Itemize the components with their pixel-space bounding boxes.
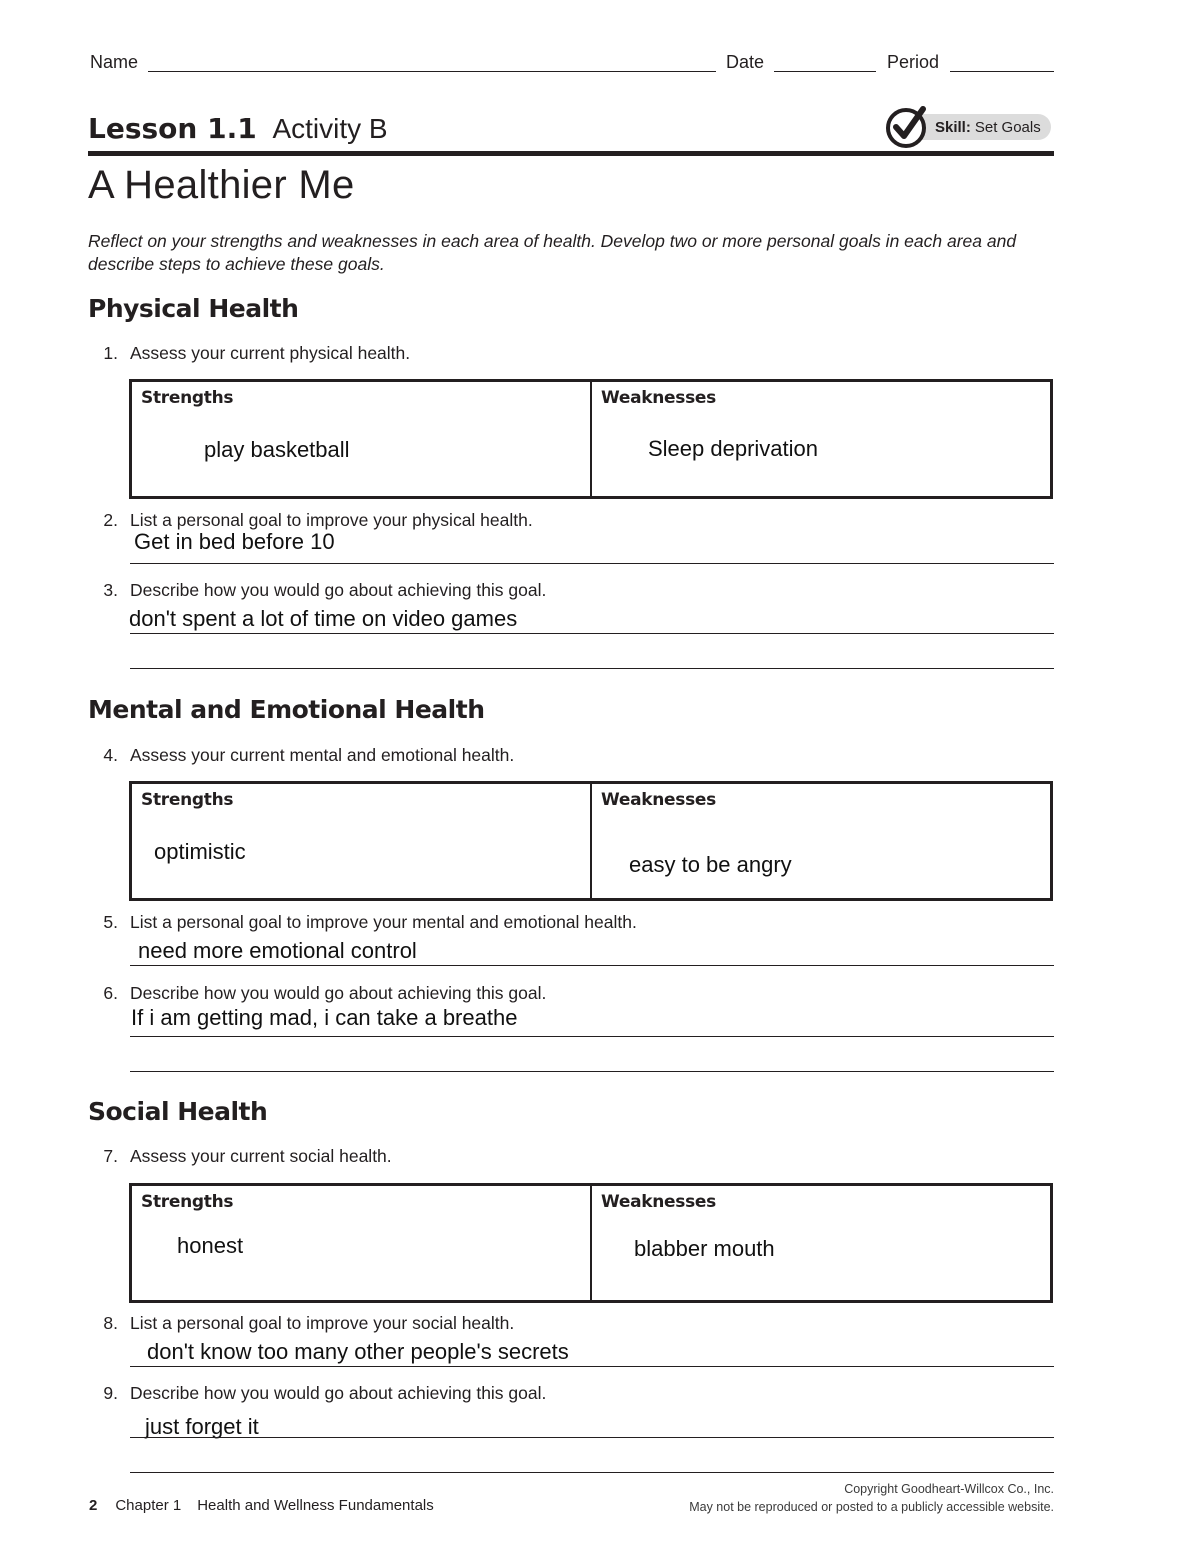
question-number: 1. <box>103 343 118 363</box>
weaknesses-header: Weaknesses <box>601 1192 716 1212</box>
question-8 <box>90 1313 514 1334</box>
question-text: Describe how you would go about achieving this goal. <box>130 983 547 1003</box>
strengths-header: Strengths <box>141 388 234 408</box>
question-text: Assess your current social health. <box>130 1146 392 1166</box>
assessment-table-mental <box>129 781 1053 901</box>
assessment-table-social <box>129 1183 1053 1303</box>
skill-label: Skill: <box>935 118 971 136</box>
question-text: List a personal goal to improve your mental and emotional health. <box>130 912 637 932</box>
question-9 <box>90 1383 546 1404</box>
weaknesses-cell[interactable] <box>590 1186 1050 1300</box>
weaknesses-answer: Sleep deprivation <box>648 436 819 461</box>
chapter-label: Chapter 1 <box>115 1497 182 1514</box>
steps-answer: don't spent a lot of time on video games <box>129 606 518 631</box>
activity-label: Activity B <box>272 113 388 144</box>
steps-answer: If i am getting mad, i can take a breathe <box>131 1005 518 1030</box>
lesson-heading <box>88 112 388 145</box>
weaknesses-header: Weaknesses <box>601 388 716 408</box>
answer-line[interactable] <box>130 1071 1054 1072</box>
answer-line[interactable] <box>130 965 1054 966</box>
question-number: 9. <box>103 1383 118 1403</box>
weaknesses-answer: blabber mouth <box>634 1236 775 1261</box>
answer-line[interactable] <box>130 1036 1054 1037</box>
intro-text: Reflect on your strengths and weaknesses in each area of health. Develop two or more personal goals in each area and describe steps to achieve these goals. <box>88 231 1017 274</box>
weaknesses-cell[interactable] <box>590 784 1050 898</box>
answer-line[interactable] <box>130 1366 1054 1367</box>
answer-line[interactable] <box>130 563 1054 564</box>
goal-answer: don't know too many other people's secrets <box>147 1339 569 1364</box>
question-5 <box>90 912 637 933</box>
skill-value: Set Goals <box>974 118 1041 136</box>
question-text: List a personal goal to improve your physical health. <box>130 510 533 530</box>
answer-line[interactable] <box>130 633 1054 634</box>
chapter-title: Health and Wellness Fundamentals <box>197 1497 434 1514</box>
question-number: 2. <box>103 510 118 530</box>
strengths-answer: play basketball <box>204 437 350 462</box>
question-2 <box>90 510 533 531</box>
section-heading-mental: Mental and Emotional Health <box>88 695 485 724</box>
answer-line[interactable] <box>130 1437 1054 1438</box>
period-field[interactable] <box>950 71 1054 72</box>
header-rule <box>88 151 1054 156</box>
strengths-cell[interactable] <box>132 1186 590 1300</box>
lesson-number: Lesson 1.1 <box>88 112 257 145</box>
question-number: 5. <box>103 912 118 932</box>
date-label: Date <box>726 52 765 72</box>
question-text: List a personal goal to improve your social health. <box>130 1313 515 1333</box>
skill-badge <box>885 105 1051 149</box>
question-1 <box>90 343 410 364</box>
answer-line[interactable] <box>130 668 1054 669</box>
question-3 <box>90 580 546 601</box>
section-heading-physical: Physical Health <box>88 294 299 323</box>
section-heading-social: Social Health <box>88 1097 268 1126</box>
question-text: Assess your current mental and emotional health. <box>130 745 515 765</box>
goal-answer: Get in bed before 10 <box>134 529 335 554</box>
page-number: 2 <box>89 1497 98 1514</box>
strengths-answer: optimistic <box>154 839 246 864</box>
answer-line[interactable] <box>130 1472 1054 1473</box>
name-field[interactable] <box>148 71 716 72</box>
weaknesses-answer: easy to be angry <box>629 852 792 877</box>
strengths-cell[interactable] <box>132 784 590 898</box>
goal-answer: need more emotional control <box>138 938 417 963</box>
question-number: 6. <box>103 983 118 1003</box>
question-number: 8. <box>103 1313 118 1333</box>
name-label: Name <box>90 52 139 72</box>
weaknesses-cell[interactable] <box>590 382 1050 496</box>
question-4 <box>90 745 514 766</box>
notice-text: May not be reproduced or posted to a publicly accessible website. <box>689 1500 1054 1514</box>
assessment-table-physical <box>129 379 1053 499</box>
steps-answer: just forget it <box>145 1414 259 1439</box>
question-6 <box>90 983 546 1004</box>
question-number: 7. <box>103 1146 118 1166</box>
question-number: 3. <box>103 580 118 600</box>
strengths-header: Strengths <box>141 1192 234 1212</box>
date-field[interactable] <box>774 71 876 72</box>
strengths-cell[interactable] <box>132 382 590 496</box>
question-text: Describe how you would go about achieving this goal. <box>130 580 547 600</box>
question-7 <box>90 1146 392 1167</box>
weaknesses-header: Weaknesses <box>601 790 716 810</box>
copyright-text: Copyright Goodheart-Willcox Co., Inc. <box>844 1482 1054 1496</box>
footer-copyright <box>689 1480 1054 1516</box>
question-number: 4. <box>103 745 118 765</box>
question-text: Assess your current physical health. <box>130 343 411 363</box>
period-label: Period <box>887 52 940 72</box>
footer-chapter <box>89 1497 434 1514</box>
skill-pill <box>909 114 1051 140</box>
strengths-header: Strengths <box>141 790 234 810</box>
page-title: A Healthier Me <box>88 163 355 207</box>
question-text: Describe how you would go about achieving this goal. <box>130 1383 547 1403</box>
strengths-answer: honest <box>177 1233 244 1258</box>
check-circle-icon <box>885 105 929 149</box>
